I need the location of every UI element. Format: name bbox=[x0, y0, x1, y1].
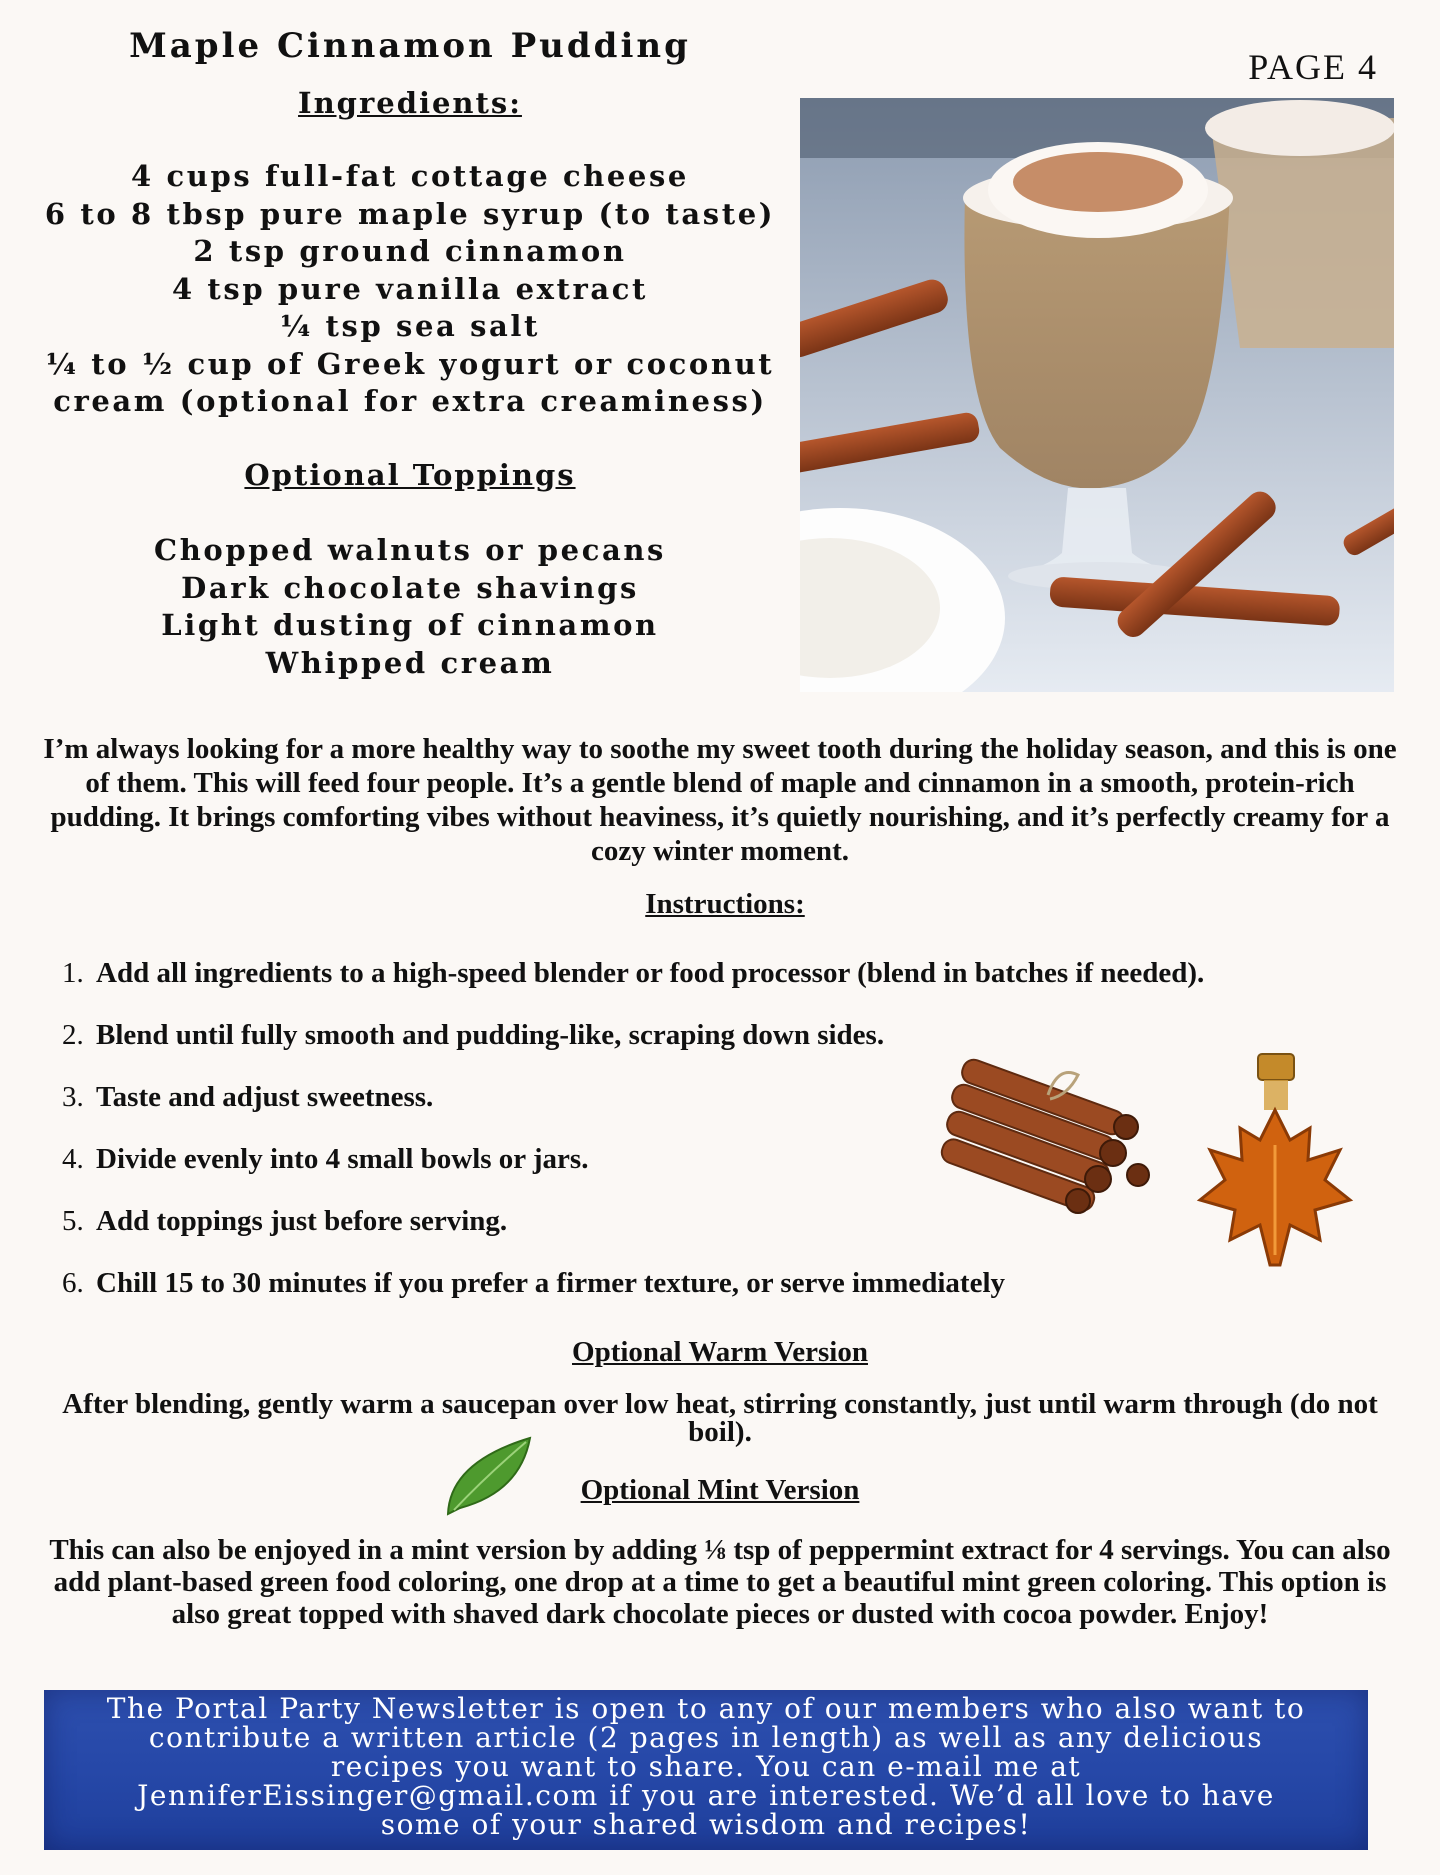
newsletter-banner bbox=[44, 1690, 1368, 1850]
step-text: Taste and adjust sweetness. bbox=[96, 1081, 434, 1113]
step-number: 1. bbox=[62, 957, 84, 989]
step-text: Chill 15 to 30 minutes if you prefer a firmer texture, or serve immediately bbox=[96, 1267, 1006, 1299]
intro-paragraph: I’m always looking for a more healthy way to soothe my sweet tooth during the holiday season, and this is one of them. This will feed four people. It’s a gentle blend of maple and cinnamon in a smooth, protein-rich pudding. It brings comforting vibes without heaviness, it’s quietly nourishing, and it’s perfectly creamy for a cozy winter moment. bbox=[43, 733, 1397, 867]
mint-version-heading: Optional Mint Version bbox=[580, 1474, 860, 1506]
list-item: 2 tsp ground cinnamon bbox=[193, 234, 627, 268]
step-number: 2. bbox=[62, 1019, 84, 1051]
step-number: 6. bbox=[62, 1267, 84, 1299]
pudding-photo bbox=[800, 98, 1394, 692]
list-item: cream (optional for extra creaminess) bbox=[53, 384, 767, 418]
list-item: 6 to 8 tbsp pure maple syrup (to taste) bbox=[44, 196, 776, 231]
list-item bbox=[62, 957, 1402, 1019]
list-item: ¼ to ½ cup of Greek yogurt or coconut bbox=[45, 346, 775, 381]
recipe-title: Maple Cinnamon Pudding bbox=[129, 26, 691, 66]
cinnamon-sticks-icon bbox=[938, 1055, 1158, 1235]
list-item: ¼ tsp sea salt bbox=[279, 309, 541, 343]
step-text: Add all ingredients to a high-speed blender or food processor (blend in batches if needed). bbox=[96, 957, 1205, 989]
list-item: 4 cups full-fat cottage cheese bbox=[131, 159, 689, 193]
warm-version-heading: Optional Warm Version bbox=[572, 1336, 868, 1368]
step-number: 3. bbox=[62, 1081, 84, 1113]
mint-version-text: This can also be enjoyed in a mint version by adding ⅛ tsp of peppermint extract for 4 servings. You can also add plant-based green food coloring, one drop at a time to get a beautiful mint green coloring. This option is also great topped with shaved dark chocolate pieces or dusted with cocoa powder. Enjoy! bbox=[49, 1534, 1391, 1630]
banner-text: The Portal Party Newsletter is open to any of our members who also want to contribute a written article (2 pages in length) as well as any delicious recipes you want to share. You can e-mail me at JenniferEissinger@gmail.com if you are interested. We’d all love to have some of your shared wisdom and recipes! bbox=[106, 1692, 1306, 1841]
ingredients-heading: Ingredients: bbox=[298, 86, 522, 120]
toppings-list bbox=[30, 532, 790, 682]
list-item: Chopped walnuts or pecans bbox=[154, 533, 666, 567]
list-item: 4 tsp pure vanilla extract bbox=[171, 271, 649, 306]
list-item: Light dusting of cinnamon bbox=[161, 608, 659, 642]
page-number: PAGE 4 bbox=[1248, 47, 1378, 87]
step-number: 5. bbox=[62, 1205, 84, 1237]
list-item: Dark chocolate shavings bbox=[181, 570, 639, 605]
instructions-heading: Instructions: bbox=[645, 888, 805, 920]
ingredients-list bbox=[30, 158, 790, 421]
toppings-heading: Optional Toppings bbox=[244, 458, 576, 492]
step-text: Blend until fully smooth and pudding-like, scraping down sides. bbox=[96, 1019, 885, 1051]
step-number: 4. bbox=[62, 1143, 84, 1175]
step-text: Divide evenly into 4 small bowls or jars. bbox=[96, 1143, 589, 1175]
maple-syrup-bottle-icon bbox=[1190, 1050, 1360, 1290]
list-item: Whipped cream bbox=[265, 645, 555, 680]
step-text: Add toppings just before serving. bbox=[96, 1205, 508, 1237]
warm-version-text: After blending, gently warm a saucepan over low heat, stirring constantly, just until warm through (do not boil). bbox=[62, 1388, 1378, 1448]
